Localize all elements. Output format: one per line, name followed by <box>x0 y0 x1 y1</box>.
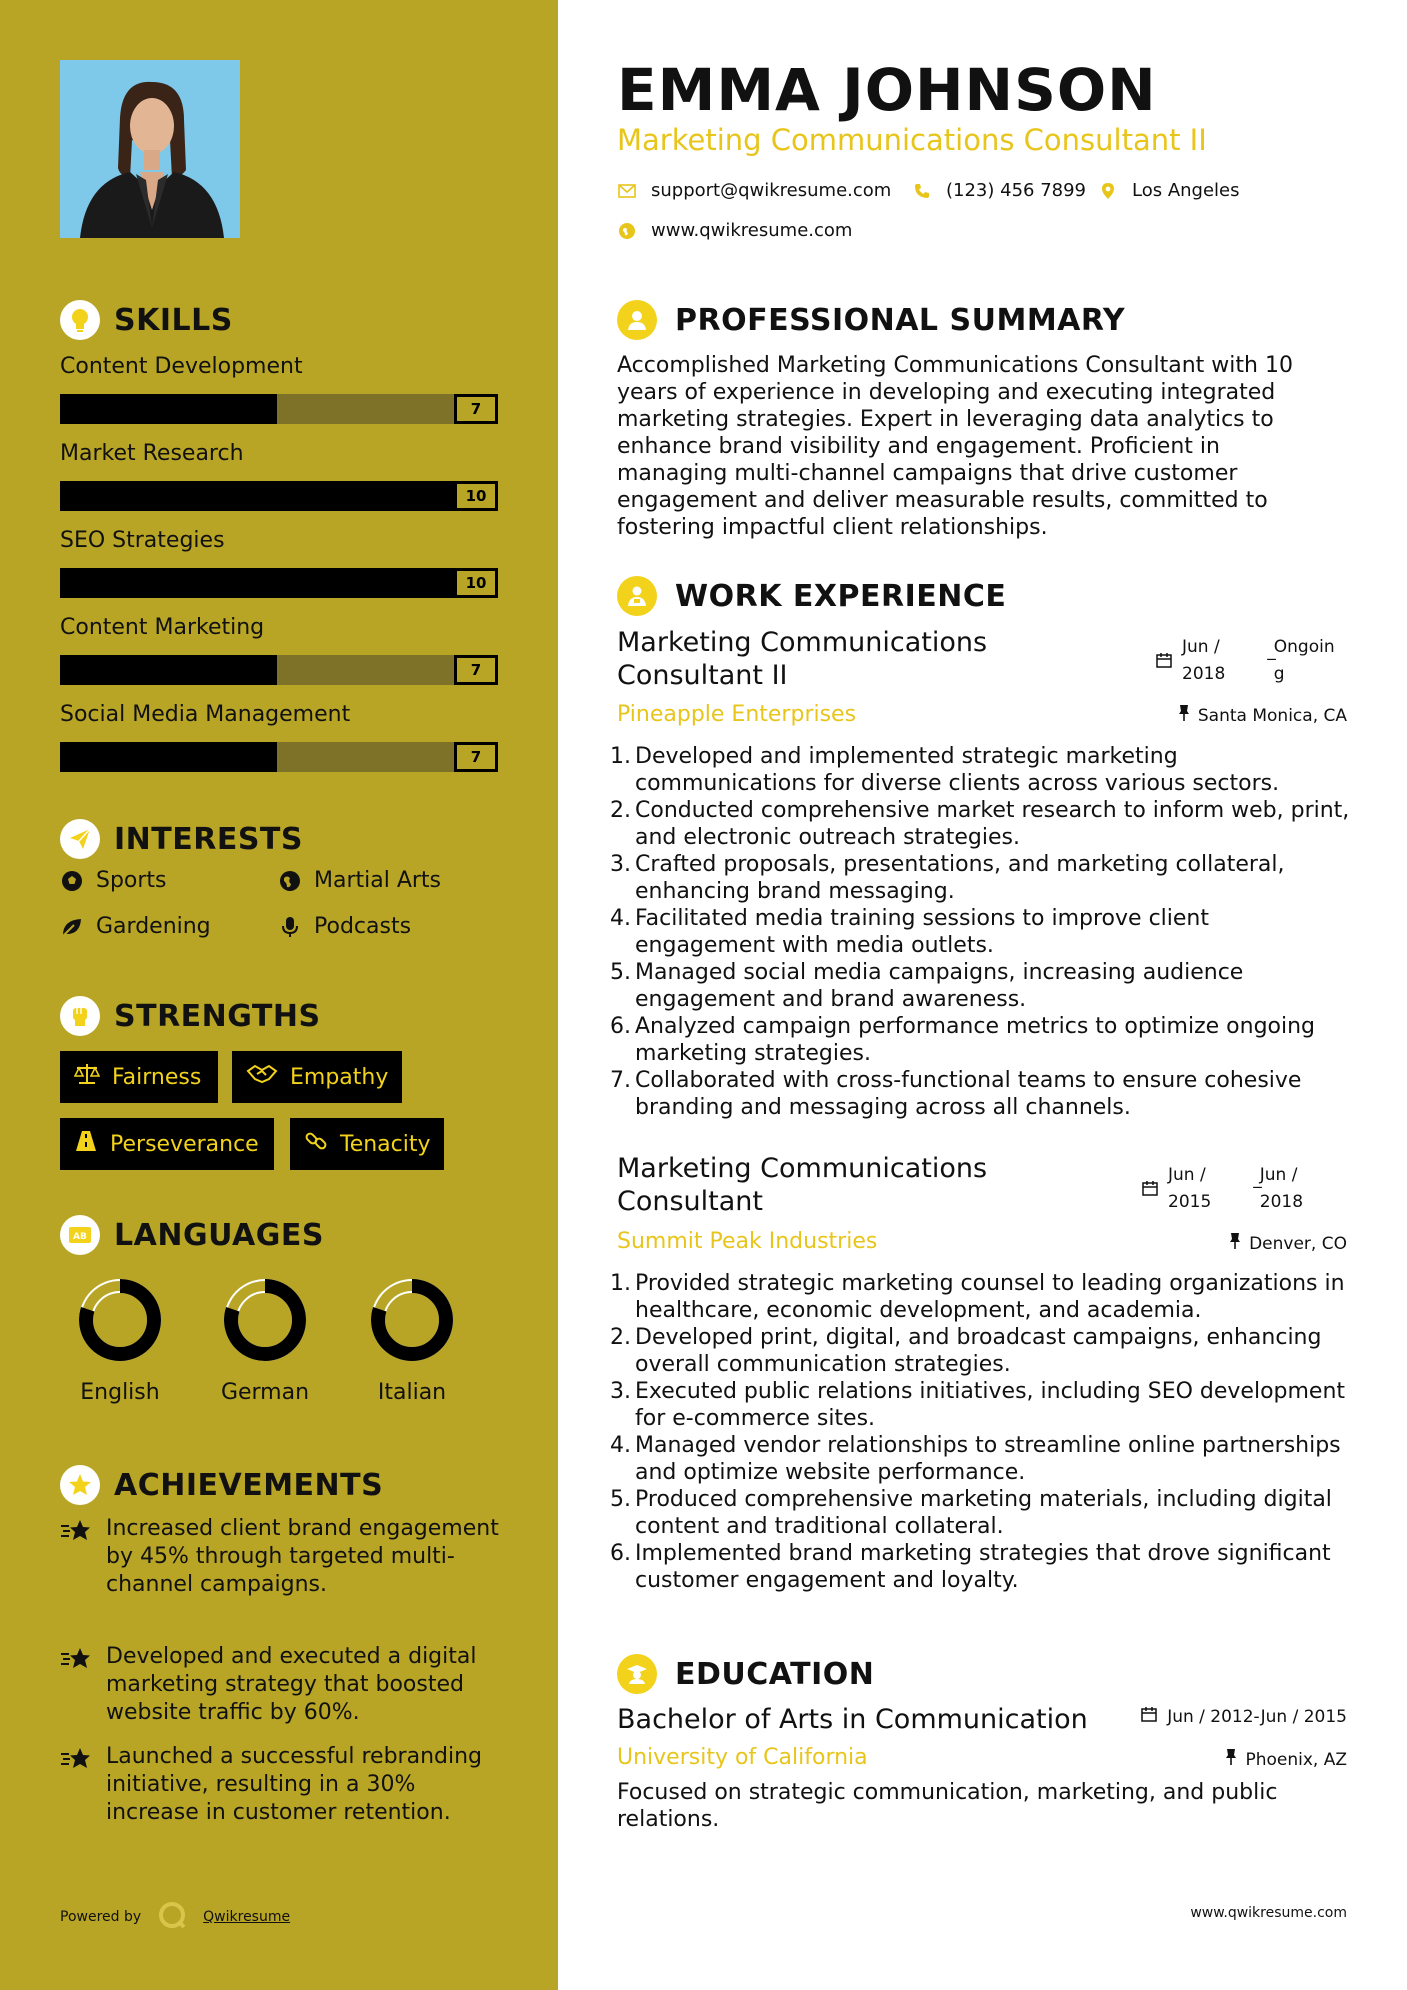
scale-icon <box>74 1062 100 1092</box>
footer-url[interactable]: www.qwikresume.com <box>1190 1905 1347 1921</box>
skill-item <box>60 613 498 685</box>
duty-text: Provided strategic marketing counsel to leading organizations in healthcare, economic development, and academia. <box>635 1271 1345 1323</box>
language-item <box>347 1270 477 1405</box>
website-text: www.qwikresume.com <box>651 220 853 241</box>
job-location <box>1229 1232 1347 1255</box>
star-badge-icon <box>60 1465 100 1505</box>
shooting-star-icon <box>60 1643 92 1727</box>
degree-title: Bachelor of Arts in Communication <box>617 1704 1088 1735</box>
contact-location <box>1098 180 1240 201</box>
duty-item: 2. Developed print, digital, and broadcast campaigns, enhancing overall communication strategies. <box>610 1324 1350 1378</box>
profile-photo <box>60 60 240 238</box>
contact-phone[interactable] <box>912 180 1086 201</box>
strength-label: Tenacity <box>340 1131 431 1157</box>
language-name: German <box>220 1380 310 1405</box>
contact-website[interactable] <box>617 220 852 241</box>
duty-item: 3. Executed public relations initiatives, including SEO development for e-commerce sites. <box>610 1378 1350 1432</box>
interest-item <box>60 914 211 939</box>
education-heading <box>617 1654 874 1694</box>
email-text: support@qwikresume.com <box>651 180 892 201</box>
interest-label: Podcasts <box>314 914 412 939</box>
location-text: Los Angeles <box>1132 180 1240 201</box>
strength-badge <box>232 1051 402 1103</box>
skill-name: Content Development <box>60 354 303 379</box>
road-icon <box>74 1130 98 1158</box>
duty-item: 1. Developed and implemented strategic marketing communications for diverse clients across various sectors. <box>610 743 1350 797</box>
skill-bar-fill <box>60 568 454 598</box>
microphone-icon <box>278 915 302 939</box>
skill-item <box>60 352 498 424</box>
qwikresume-logo-icon <box>157 1900 187 1934</box>
duty-item: 7. Collaborated with cross-functional teams to ensure cohesive branding and messaging across all channels. <box>610 1067 1350 1121</box>
duty-text: Facilitated media training sessions to improve client engagement with media outlets. <box>635 906 1209 958</box>
skill-name: Social Media Management <box>60 702 351 727</box>
interest-label: Martial Arts <box>314 868 442 893</box>
achievement-text: Developed and executed a digital marketing strategy that boosted website traffic by 60%. <box>106 1644 477 1725</box>
duty-item: 5. Managed social media campaigns, increasing audience engagement and brand awareness. <box>610 959 1350 1013</box>
location-text: Santa Monica, CA <box>1197 705 1347 726</box>
pushpin-icon <box>1225 1748 1237 1771</box>
summary-heading <box>617 300 1125 340</box>
svg-text:AB: AB <box>73 1232 87 1242</box>
calendar-icon <box>1141 1704 1157 1730</box>
skill-bar-fill <box>60 394 277 424</box>
location-text: Phoenix, AZ <box>1245 1749 1347 1770</box>
education-title: EDUCATION <box>675 1656 875 1692</box>
globe-icon <box>278 869 302 893</box>
job-title: Marketing Communications Consultant <box>617 1153 988 1217</box>
skills-title: SKILLS <box>114 302 233 338</box>
start-month: Jun / <box>1182 637 1220 657</box>
language-name: English <box>80 1380 160 1405</box>
experience-heading <box>617 576 1006 616</box>
skill-bar <box>60 568 498 598</box>
lightbulb-icon <box>60 300 100 340</box>
date-separator: _ <box>1267 641 1276 661</box>
duty-item: 5. Produced comprehensive marketing materials, including digital content and traditional collateral. <box>610 1486 1350 1540</box>
achievement-item <box>60 1515 500 1599</box>
job-title: Marketing Communications Consultant II <box>617 627 988 691</box>
job-duties <box>610 743 1350 1121</box>
interests-title: INTERESTS <box>114 821 303 857</box>
map-pin-icon <box>1098 181 1118 201</box>
pushpin-icon <box>1229 1232 1241 1255</box>
skill-level: 10 <box>454 568 498 598</box>
envelope-icon <box>617 181 637 201</box>
interest-label: Gardening <box>96 914 211 939</box>
skill-bar-fill <box>60 742 277 772</box>
skill-bar <box>60 481 498 511</box>
skill-bar-fill <box>60 481 454 511</box>
achievement-item <box>60 1643 500 1727</box>
strengths-heading <box>60 996 321 1036</box>
summary-title: PROFESSIONAL SUMMARY <box>675 302 1126 338</box>
skill-bar-fill <box>60 655 277 685</box>
interest-item <box>278 868 441 893</box>
achievement-item <box>60 1743 500 1827</box>
fist-icon <box>60 996 100 1036</box>
education-location <box>1225 1748 1347 1771</box>
paper-plane-icon <box>60 819 100 859</box>
language-item <box>55 1270 185 1405</box>
briefcase-user-icon <box>617 576 657 616</box>
end-date-line2: 2018 <box>1259 1192 1304 1212</box>
end-date-line1: Jun / <box>1259 1165 1298 1185</box>
strength-badge <box>60 1118 274 1170</box>
duty-item: 3. Crafted proposals, presentations, and marketing collateral, enhancing brand messaging. <box>610 851 1350 905</box>
language-donut <box>215 1270 315 1370</box>
globe-icon <box>617 221 637 241</box>
job-duties <box>610 1270 1350 1594</box>
duty-text: Conducted comprehensive market research to inform web, print, and electronic outreach strategies. <box>635 798 1350 850</box>
duty-text: Managed social media campaigns, increasing audience engagement and brand awareness. <box>635 960 1244 1012</box>
skill-name: SEO Strategies <box>60 528 225 553</box>
duty-item: 2. Conducted comprehensive market research to inform web, print, and electronic outreach strategies. <box>610 798 1350 850</box>
candidate-role: Marketing Communications Consultant II <box>617 123 1207 157</box>
job-company: Summit Peak Industries <box>617 1229 878 1254</box>
achievements-title: ACHIEVEMENTS <box>114 1467 384 1503</box>
duty-item: 1. Provided strategic marketing counsel to leading organizations in healthcare, economic development, and academia. <box>610 1270 1350 1324</box>
education-dates <box>1141 1704 1347 1730</box>
achievement-text: Increased client brand engagement by 45% through targeted multi-channel campaigns. <box>106 1516 499 1597</box>
interest-item <box>278 914 411 939</box>
strength-label: Empathy <box>290 1064 389 1090</box>
language-donut <box>70 1270 170 1370</box>
skill-level: 7 <box>454 655 498 685</box>
duty-item: 6. Analyzed campaign performance metrics to optimize ongoing marketing strategies. <box>610 1013 1350 1067</box>
interests-heading <box>60 819 303 859</box>
user-icon <box>617 300 657 340</box>
skill-level: 7 <box>454 742 498 772</box>
interest-label: Sports <box>96 868 167 893</box>
duty-item: 4. Facilitated media training sessions to improve client engagement with media outlets. <box>610 905 1350 959</box>
start-month: Jun / <box>1168 1165 1206 1185</box>
end-date-line1: Ongoin <box>1273 637 1335 657</box>
skills-heading <box>60 300 233 340</box>
handshake-icon <box>246 1063 278 1091</box>
duty-text: Collaborated with cross-functional teams to ensure cohesive branding and messaging across all channels. <box>635 1068 1302 1120</box>
date-separator: _ <box>1253 1169 1262 1189</box>
translate-icon <box>60 1215 100 1255</box>
strength-badge <box>60 1051 218 1103</box>
duty-text: Implemented brand marketing strategies that drove significant customer engagement and loyalty. <box>635 1541 1331 1593</box>
skill-item <box>60 700 498 772</box>
languages-title: LANGUAGES <box>114 1217 324 1253</box>
skill-item <box>60 439 498 511</box>
language-item <box>200 1270 330 1405</box>
start-year: 2015 <box>1168 1192 1212 1212</box>
powered-by <box>60 1900 290 1934</box>
duty-item: 6. Implemented brand marketing strategies that drove significant customer engagement and loyalty. <box>610 1540 1350 1594</box>
duty-text: Developed print, digital, and broadcast campaigns, enhancing overall communication strategies. <box>635 1325 1322 1377</box>
education-description: Focused on strategic communication, marketing, and public relations. <box>617 1780 1278 1832</box>
skill-item <box>60 526 498 598</box>
language-donut <box>362 1270 462 1370</box>
skill-level: 7 <box>454 394 498 424</box>
powered-prefix: Powered by <box>60 1909 142 1925</box>
strength-badge <box>290 1118 444 1170</box>
shooting-star-icon <box>60 1743 92 1827</box>
strength-label: Fairness <box>112 1064 202 1090</box>
skill-name: Content Marketing <box>60 615 265 640</box>
skill-bar <box>60 655 498 685</box>
graduate-icon <box>617 1654 657 1694</box>
shooting-star-icon <box>60 1515 92 1599</box>
skill-level: 10 <box>454 481 498 511</box>
job-dates <box>1142 1162 1303 1216</box>
soccer-ball-icon <box>60 869 84 893</box>
duty-item: 4. Managed vendor relationships to streamline online partnerships and optimize website performance. <box>610 1432 1350 1486</box>
job-company: Pineapple Enterprises <box>617 702 857 727</box>
location-text: Denver, CO <box>1249 1233 1347 1254</box>
skill-name: Market Research <box>60 441 244 466</box>
contact-email[interactable] <box>617 180 891 201</box>
strength-label: Perseverance <box>110 1131 259 1157</box>
skill-bar <box>60 394 498 424</box>
qwikresume-link[interactable]: Qwikresume <box>203 1909 291 1925</box>
education-date-text: Jun / 2012-Jun / 2015 <box>1167 1707 1347 1727</box>
leaf-icon <box>60 915 84 939</box>
duty-text: Analyzed campaign performance metrics to optimize ongoing marketing strategies. <box>635 1014 1316 1066</box>
skill-bar <box>60 742 498 772</box>
experience-title: WORK EXPERIENCE <box>675 578 1007 614</box>
candidate-name: EMMA JOHNSON <box>617 56 1157 124</box>
phone-text: (123) 456 7899 <box>946 180 1087 201</box>
duty-text: Executed public relations initiatives, including SEO development for e-commerce sites. <box>635 1379 1346 1431</box>
job-dates <box>1156 634 1335 688</box>
start-year: 2018 <box>1182 664 1226 684</box>
language-name: Italian <box>377 1380 447 1405</box>
pushpin-icon <box>1178 704 1190 727</box>
achievements-heading <box>60 1465 383 1505</box>
end-date-line2: g <box>1273 664 1285 684</box>
school-name: University of California <box>617 1745 868 1770</box>
phone-icon <box>912 181 932 201</box>
calendar-icon <box>1156 634 1172 677</box>
link-icon <box>304 1129 328 1159</box>
interest-item <box>60 868 167 893</box>
duty-text: Managed vendor relationships to streamline online partnerships and optimize website performance. <box>635 1433 1341 1485</box>
languages-heading <box>60 1215 324 1255</box>
duty-text: Crafted proposals, presentations, and marketing collateral, enhancing brand messaging. <box>635 852 1285 904</box>
achievement-text: Launched a successful rebranding initiative, resulting in a 30% increase in customer retention. <box>106 1744 482 1825</box>
job-location <box>1178 704 1347 727</box>
summary-text: Accomplished Marketing Communications Consultant with 10 years of experience in developing and executing integrated marketing strategies. Expert in leveraging data analytics to enhance brand visibility and engagement. Proficient in managing multi-channel campaigns that drive customer engagement and deliver measurable results, committed to fostering impactful client relationships. <box>617 353 1293 540</box>
calendar-icon <box>1142 1162 1158 1205</box>
duty-text: Produced comprehensive marketing materials, including digital content and traditional collateral. <box>635 1487 1332 1539</box>
strengths-title: STRENGTHS <box>114 998 321 1034</box>
duty-text: Developed and implemented strategic marketing communications for diverse clients across various sectors. <box>635 744 1280 796</box>
